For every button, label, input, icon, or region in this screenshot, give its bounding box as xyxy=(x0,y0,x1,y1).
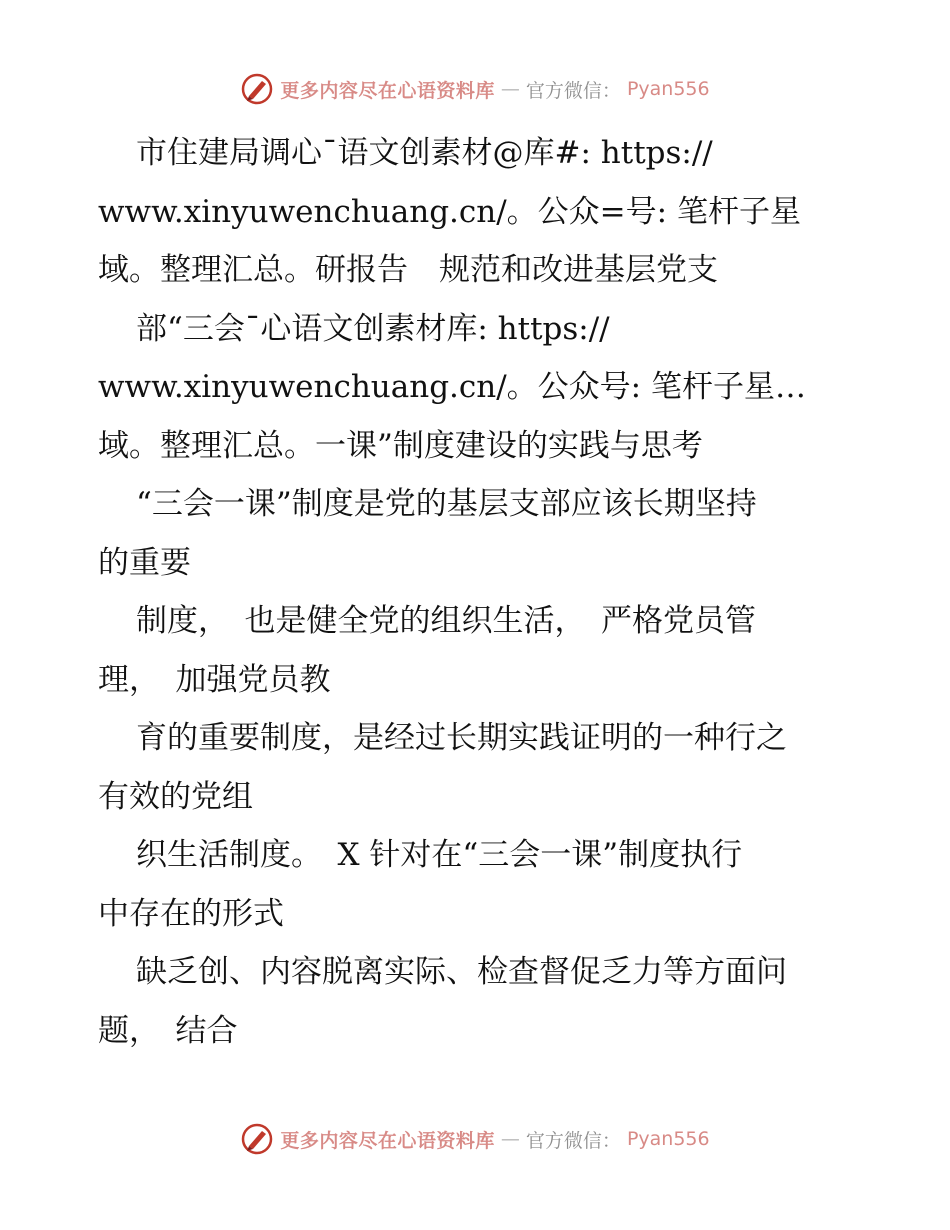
banner-dash: — xyxy=(500,1128,520,1150)
body-line: 有效的党组 xyxy=(98,778,253,815)
body-line: 育的重要制度，是经过长期实践证明的一种行之 xyxy=(136,720,787,756)
body-line: 制度， 也是健全党的组织生活， 严格党员管 xyxy=(136,603,756,639)
body-line: “三会一课”制度是党的基层支部应该长期坚持 xyxy=(136,486,757,522)
body-line: 市住建局调心¯语文创素材@库#: https:// xyxy=(136,135,713,171)
banner-main-text: 更多内容尽在心语资料库 xyxy=(280,1129,495,1152)
pen-logo-icon xyxy=(240,72,274,106)
body-line: 域。整理汇总。研报告 规范和改进基层党支 xyxy=(98,252,718,288)
body-line: 织生活制度。 X 针对在“三会一课”制度执行 xyxy=(136,837,743,873)
body-line: 题， 结合 xyxy=(98,1012,238,1049)
body-line: www.xinyuwenchuang.cn/。公众号: 笔杆子星… xyxy=(98,369,806,405)
body-line: 缺乏创、内容脱离实际、检查督促乏力等方面问 xyxy=(136,954,787,990)
footer-banner xyxy=(0,1122,950,1156)
banner-wechat-label: 官方微信： xyxy=(525,1129,621,1152)
document-body xyxy=(98,124,858,1060)
banner-dash: — xyxy=(500,78,520,100)
body-line: 理， 加强党员教 xyxy=(98,661,331,698)
header-banner xyxy=(0,72,950,106)
banner-wechat-id: Pyan556 xyxy=(626,78,710,100)
banner-wechat-id: Pyan556 xyxy=(626,1128,710,1150)
banner-wechat-label: 官方微信： xyxy=(525,79,621,102)
pen-logo-icon xyxy=(240,1122,274,1156)
banner-main-text: 更多内容尽在心语资料库 xyxy=(280,79,495,102)
body-line: www.xinyuwenchuang.cn/。公众=号: 笔杆子星 xyxy=(98,193,801,230)
body-line: 部“三会¯心语文创素材库: https:// xyxy=(136,310,610,347)
body-line: 的重要 xyxy=(98,544,191,581)
body-line: 域。整理汇总。一课”制度建设的实践与思考 xyxy=(98,427,703,464)
body-line: 中存在的形式 xyxy=(98,895,284,932)
